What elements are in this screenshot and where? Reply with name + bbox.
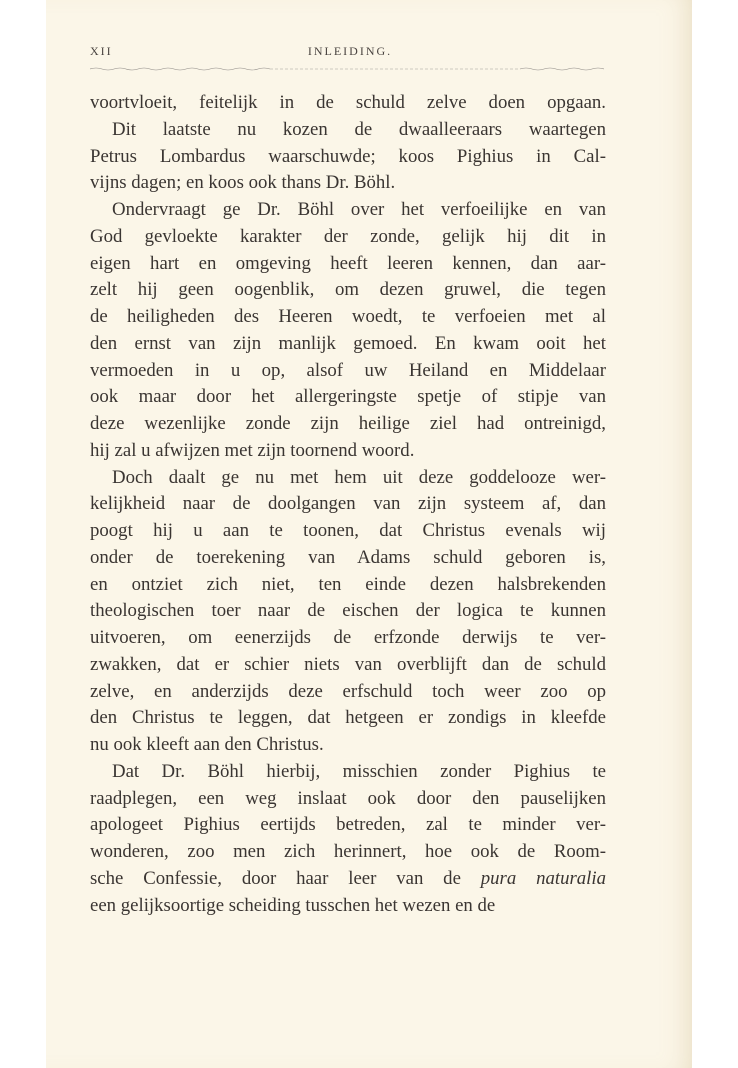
text-line: Petrus Lombardus waarschuwde; koos Pighius in Cal-: [90, 145, 606, 167]
book-page: [46, 0, 692, 1068]
text-line: poogt hij u aan te toonen, dat Christus evenals wij: [90, 520, 606, 541]
text-line: raadplegen, een weg inslaat ook door den pauselijken: [90, 787, 606, 809]
text-line: onder de toerekening van Adams schuld geboren is,: [90, 546, 606, 568]
text-line: wonderen, zoo men zich herinnert, hoe ook de Room-: [90, 841, 606, 862]
body-text: [90, 90, 606, 919]
text-line: kelijkheid naar de doolgangen van zijn systeem af, dan: [90, 493, 606, 515]
running-title: INLEIDING.: [307, 44, 393, 58]
text-line: Dit laatste nu kozen de dwaalleeraars waartegen: [112, 118, 606, 140]
text-line: den Christus te leggen, dat hetgeen er zondigs in kleefde: [90, 707, 606, 729]
text-line: zwakken, dat er schier niets van overblijft dan de schuld: [90, 653, 606, 675]
text-line: Ondervraagt ge Dr. Böhl over het verfoeilijke en van: [112, 199, 606, 220]
text-line: hij zal u afwijzen met zijn toornend woord.: [90, 439, 415, 461]
text-line: een gelijksoortige scheiding tusschen het wezen en de: [90, 894, 496, 916]
text-line: deze wezenlijke zonde zijn heilige ziel had ontreinigd,: [90, 413, 606, 434]
italic-phrase: pura naturalia: [480, 867, 606, 889]
text-line: [90, 866, 606, 893]
page-number: XII: [90, 44, 113, 58]
text-line: zelve, en anderzijds deze erfschuld toch weer zoo op: [90, 680, 606, 702]
text-line: den ernst van zijn manlijk gemoed. En kwam ooit het: [90, 332, 606, 354]
text-line: zelt hij geen oogenblik, om dezen gruwel, die tegen: [90, 279, 606, 301]
text-line: uitvoeren, om eenerzijds de erfzonde derwijs te ver-: [90, 627, 606, 648]
text-line: en ontziet zich niet, ten einde dezen halsbrekenden: [90, 573, 606, 595]
text-line: Dat Dr. Böhl hierbij, misschien zonder Pighius te: [112, 760, 606, 782]
text-line: theologischen toer naar de eischen der logica te kunnen: [90, 600, 606, 622]
text-line: vijns dagen; en koos ook thans Dr. Böhl.: [90, 172, 396, 194]
header-rule: [90, 66, 604, 72]
text-line: voortvloeit, feitelijk in de schuld zelve doen opgaan.: [90, 92, 606, 113]
text-line: apologeet Pighius eertijds betreden, zal te minder ver-: [90, 814, 606, 836]
text-line: ook maar door het allergeringste spetje of stipje van: [90, 386, 606, 408]
text-line: Doch daalt ge nu met hem uit deze goddelooze wer-: [112, 466, 606, 488]
text-line: de heiligheden des Heeren woedt, te verfoeien met al: [90, 306, 606, 327]
text-line: eigen hart en omgeving heeft leeren kennen, dan aar-: [90, 252, 606, 274]
text-line: God gevloekte karakter der zonde, gelijk hij dit in: [90, 225, 606, 247]
running-head: [90, 44, 610, 62]
text-line: nu ook kleeft aan den Christus.: [90, 734, 324, 755]
text-line-start: sche Confessie, door haar leer van de: [90, 867, 481, 889]
text-line: vermoeden in u op, alsof uw Heiland en Middelaar: [90, 359, 606, 381]
